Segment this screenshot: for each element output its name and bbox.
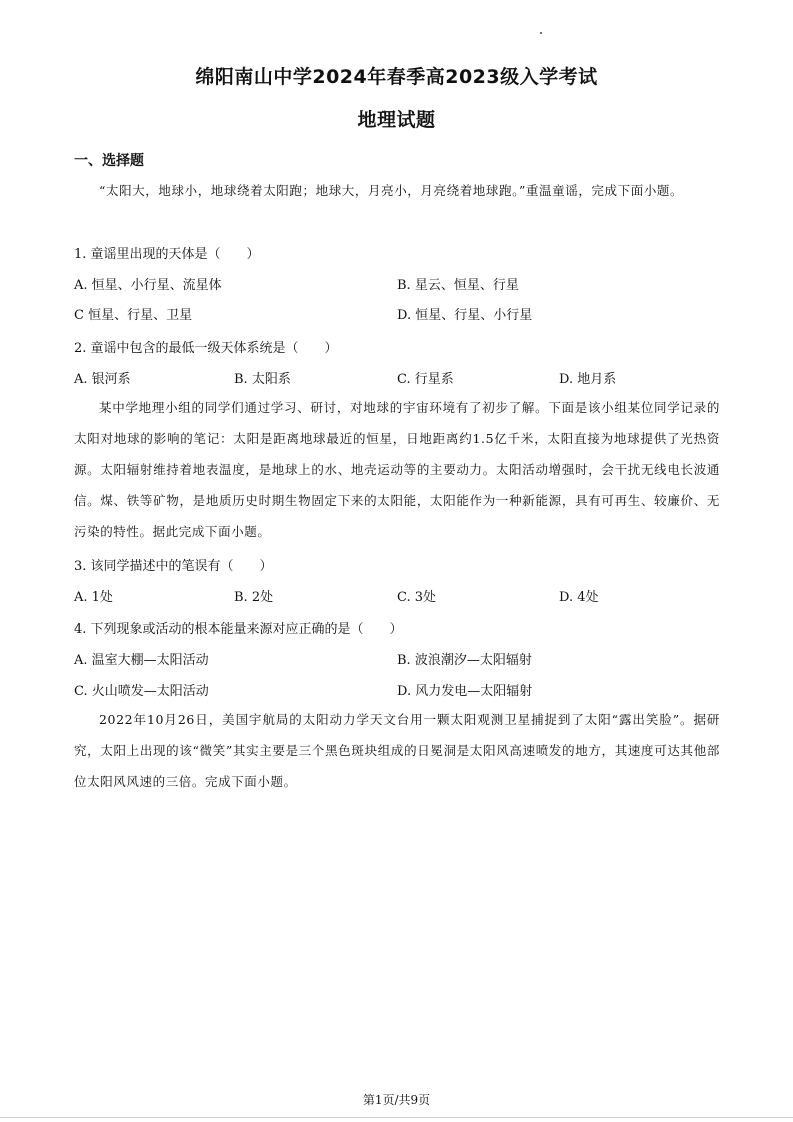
question-3-option-c: C. 3处 bbox=[397, 590, 437, 605]
question-1-option-c: C 恒星、行星、卫星 bbox=[74, 308, 193, 323]
exam-subtitle: 地理试题 bbox=[357, 109, 436, 131]
question-2-option-a: A. 银河系 bbox=[74, 372, 131, 387]
question-1-option-a: A. 恒星、小行星、流星体 bbox=[74, 278, 222, 293]
question-2-stem: 2. 童谣中包含的最低一级天体系统是（ ） bbox=[74, 341, 338, 356]
passage-solar-smile: 2022年10月26日，美国宇航局的太阳动力学天文台用一颗太阳观测卫星捕捉到了太阳“露出笑脸”。据研究，太阳上出现的该“微笑”其实主要是三个黑色斑块组成的日冕洞是太阳风高速喷发的地方，其速度可达其他部位太阳风风速的三倍。完成下面小题。 bbox=[74, 712, 720, 789]
question-3-option-a: A. 1处 bbox=[74, 590, 113, 605]
question-4-option-a: A. 温室大棚—太阳活动 bbox=[74, 653, 209, 668]
question-2-option-c: C. 行星系 bbox=[397, 372, 454, 387]
question-4-option-b: B. 波浪潮汐—太阳辐射 bbox=[397, 653, 532, 668]
question-1-option-b: B. 星云、恒星、行星 bbox=[397, 278, 519, 293]
scan-speck bbox=[540, 32, 542, 34]
question-4-stem: 4. 下列现象或活动的根本能量来源对应正确的是（ ） bbox=[74, 622, 403, 637]
passage-sun-notes: 某中学地理小组的同学们通过学习、研讨，对地球的宇宙环境有了初步了解。下面是该小组某位同学记录的太阳对地球的影响的笔记：太阳是距离地球最近的恒星，日地距离约1.5亿千米，太阳直接为地球提供了光热资源。太阳辐射维持着地表温度，是地球上的水、地壳运动等的主要动力。太阳活动增强时，会干扰无线电长波通信。煤、铁等矿物，是地质历史时期生物固定下来的太阳能，太阳能作为一种新能源，具有可再生、较廉价、无污染的特性。据此完成下面小题。 bbox=[74, 400, 720, 539]
section-heading-choice: 一、选择题 bbox=[74, 153, 144, 169]
page-number-footer: 第1页/共9页 bbox=[362, 1093, 431, 1107]
question-3-option-d: D. 4处 bbox=[559, 590, 599, 605]
question-4-option-d: D. 风力发电—太阳辐射 bbox=[397, 684, 533, 699]
question-2-option-b: B. 太阳系 bbox=[234, 372, 291, 387]
question-4-option-c: C. 火山喷发—太阳活动 bbox=[74, 684, 209, 699]
question-3-option-b: B. 2处 bbox=[234, 590, 274, 605]
question-1-stem: 1. 童谣里出现的天体是（ ） bbox=[74, 247, 260, 262]
passage-nursery-rhyme: “太阳大，地球小，地球绕着太阳跑；地球大，月亮小，月亮绕着地球跑。”重温童谣，完成下面小题。 bbox=[99, 183, 684, 198]
question-2-option-d: D. 地月系 bbox=[559, 372, 617, 387]
question-3-stem: 3. 该同学描述中的笔误有（ ） bbox=[74, 559, 273, 574]
bottom-divider bbox=[0, 1117, 793, 1118]
exam-title: 绵阳南山中学2024年春季高2023级入学考试 bbox=[195, 66, 598, 88]
question-1-option-d: D. 恒星、行星、小行星 bbox=[397, 308, 533, 323]
